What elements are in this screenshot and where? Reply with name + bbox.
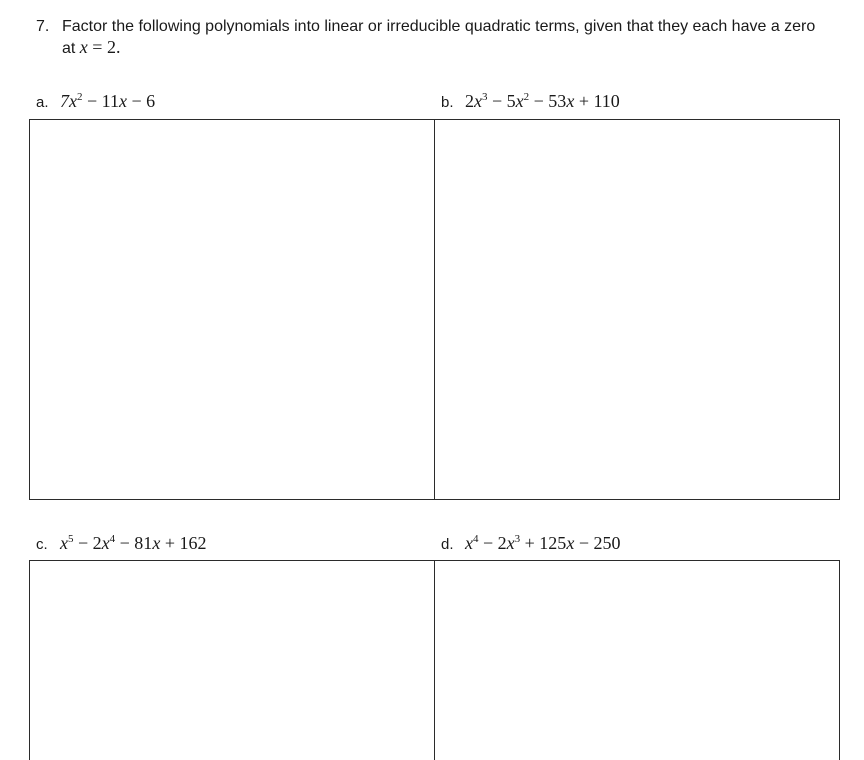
- part-d-letter: d.: [441, 536, 454, 553]
- answer-grid-bottom: [29, 560, 840, 760]
- part-a-label: [36, 91, 155, 113]
- part-a-expression: $7x^2 - 11x - 6$: [60, 91, 156, 111]
- question-number: 7.: [36, 18, 50, 35]
- question-text: Factor the following polynomials into linear or irreducible quadratic terms, given that they each have a zero at: [62, 18, 816, 57]
- answer-box-d[interactable]: [436, 561, 839, 760]
- grid-divider-bottom: [434, 561, 435, 760]
- part-d-label: [441, 533, 620, 555]
- part-c-letter: c.: [36, 536, 48, 553]
- zero-variable: x: [79, 37, 88, 57]
- part-c-label: [36, 533, 206, 555]
- part-d-expression: $x^4 - 2x^3 + 125x - 250$: [465, 533, 621, 553]
- answer-box-b[interactable]: [436, 120, 839, 499]
- part-b-expression: $2x^3 - 5x^2 - 53x + 110$: [465, 91, 620, 111]
- zero-value: = 2.: [87, 37, 121, 57]
- grid-divider-top: [434, 120, 435, 499]
- part-b-label: [441, 91, 620, 113]
- part-b-letter: b.: [441, 94, 454, 111]
- question-prompt: [62, 17, 832, 59]
- answer-box-a[interactable]: [30, 120, 434, 499]
- part-a-letter: a.: [36, 94, 49, 111]
- part-c-expression: $x^5 - 2x^4 - 81x + 162$: [60, 533, 207, 553]
- answer-grid-top: [29, 119, 840, 500]
- answer-box-c[interactable]: [30, 561, 434, 760]
